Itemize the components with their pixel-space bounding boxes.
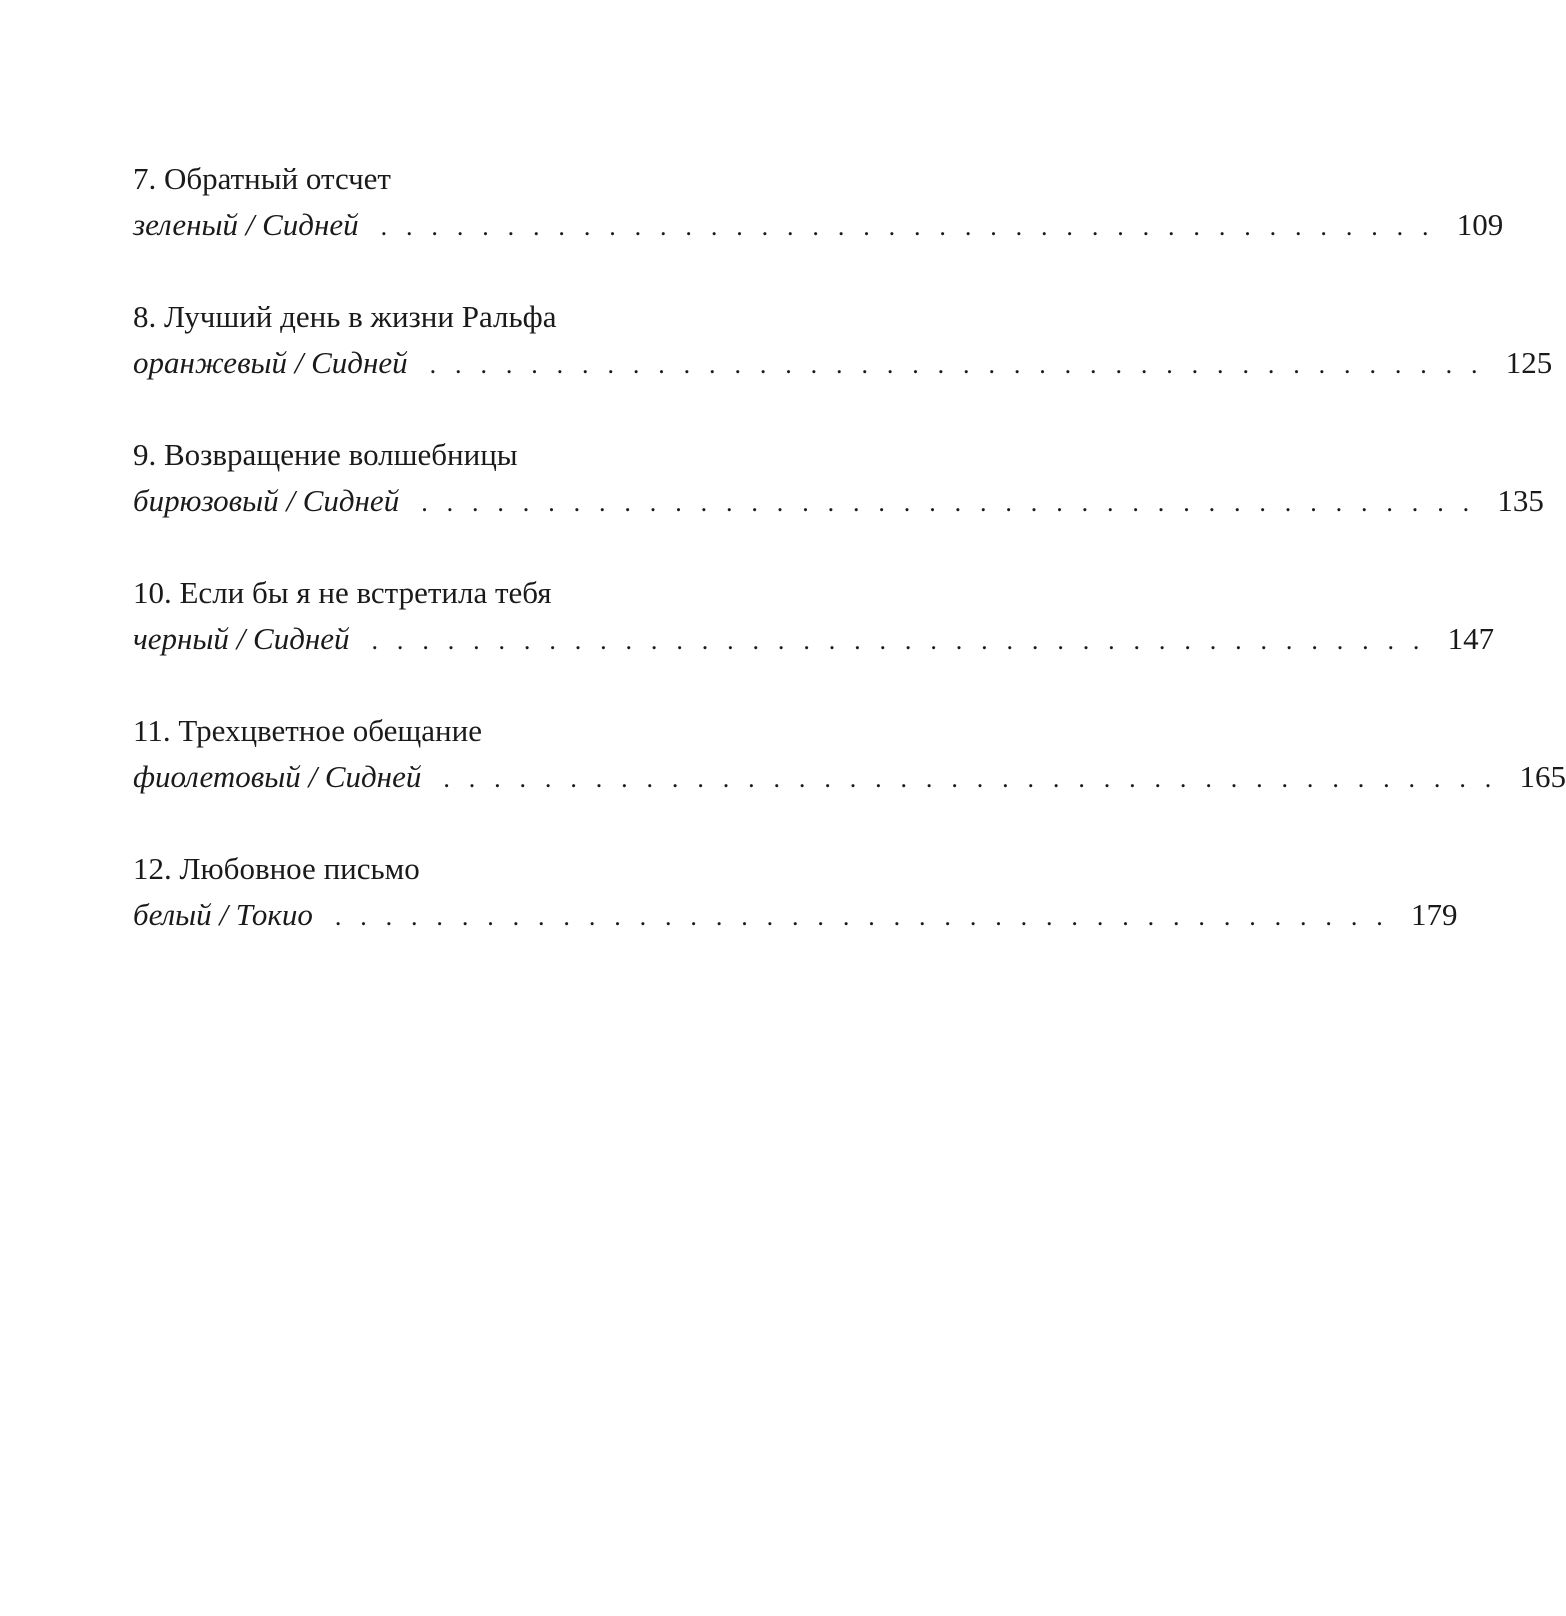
chapter-subtitle: фиолетовый / Сидней [133, 759, 422, 794]
table-of-contents [133, 156, 1566, 984]
chapter-subtitle: бирюзовый / Сидней [133, 483, 400, 518]
chapter-subline [133, 478, 1544, 524]
toc-entry [133, 156, 1504, 294]
toc-entry [133, 708, 1566, 846]
dot-leader: . . . . . . . . . . . . . . . . . . . . . . . . . . . . . . . . . . . . . . . . . . [443, 764, 1498, 793]
chapter-subline [133, 754, 1566, 800]
chapter-title: 12. Любовное письмо [133, 851, 420, 886]
chapter-title: 9. Возвращение волшебницы [133, 437, 518, 472]
chapter-subline [133, 340, 1553, 386]
chapter-subtitle: черный / Сидней [133, 621, 350, 656]
page-number: 165 [1519, 759, 1566, 794]
dot-leader: . . . . . . . . . . . . . . . . . . . . . . . . . . . . . . . . . . . . . . . . . . [429, 350, 1484, 379]
page-number: 135 [1497, 483, 1544, 518]
dot-leader: . . . . . . . . . . . . . . . . . . . . . . . . . . . . . . . . . . . . . . . . . . [421, 488, 1476, 517]
toc-entry [133, 432, 1544, 570]
chapter-subline [133, 616, 1495, 662]
page-number: 125 [1505, 345, 1553, 380]
chapter-title: 11. Трехцветное обещание [133, 713, 482, 748]
toc-entry [133, 294, 1553, 432]
chapter-subline [133, 892, 1458, 938]
chapter-subtitle: оранжевый / Сидней [133, 345, 408, 380]
dot-leader: . . . . . . . . . . . . . . . . . . . . . . . . . . . . . . . . . . . . . . . . . . [371, 626, 1426, 655]
chapter-title: 7. Обратный отсчет [133, 161, 391, 196]
chapter-subline [133, 202, 1504, 248]
toc-entry [133, 570, 1495, 708]
toc-entry [133, 846, 1458, 984]
chapter-subtitle: зеленый / Сидней [133, 207, 359, 242]
chapter-title: 8. Лучший день в жизни Ральфа [133, 299, 557, 334]
page-number: 179 [1410, 897, 1458, 932]
page-number: 147 [1447, 621, 1495, 656]
page-number: 109 [1456, 207, 1504, 242]
dot-leader: . . . . . . . . . . . . . . . . . . . . . . . . . . . . . . . . . . . . . . . . . . [380, 212, 1435, 241]
chapter-subtitle: белый / Токио [133, 897, 313, 932]
dot-leader: . . . . . . . . . . . . . . . . . . . . . . . . . . . . . . . . . . . . . . . . . . [334, 902, 1389, 931]
chapter-title: 10. Если бы я не встретила тебя [133, 575, 552, 610]
